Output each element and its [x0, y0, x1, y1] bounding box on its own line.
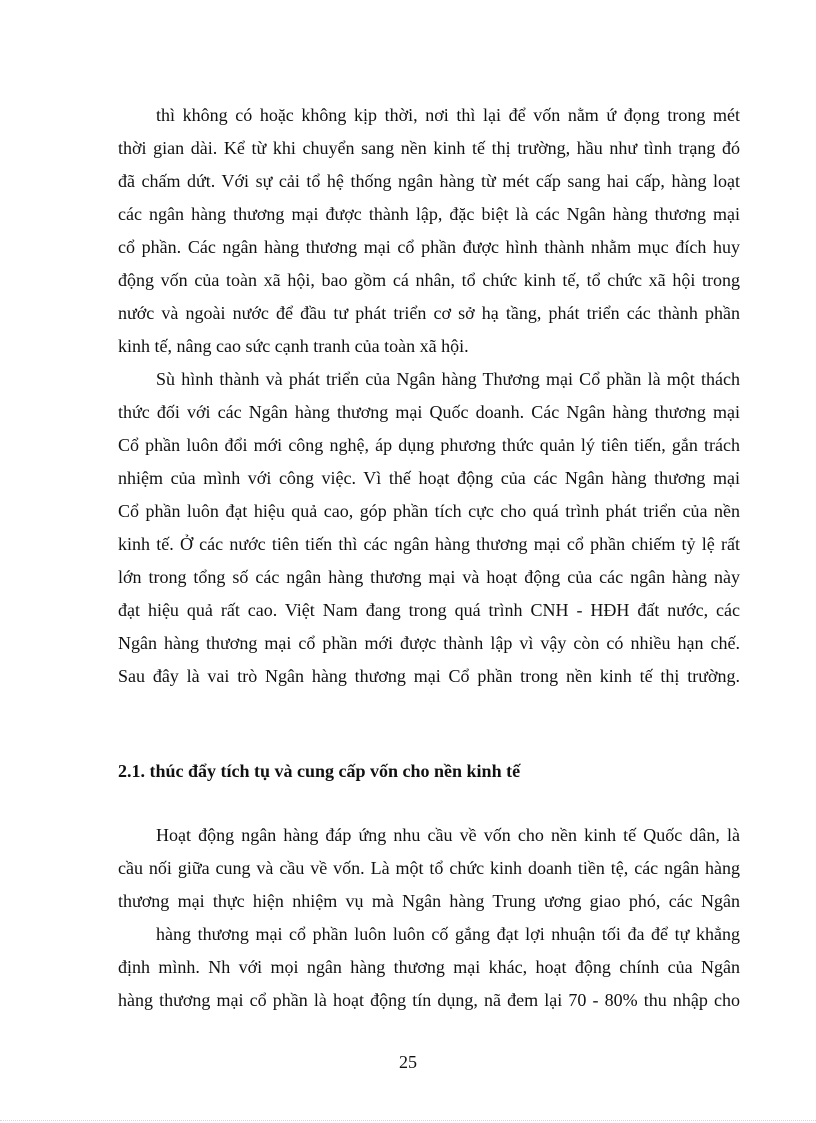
paragraph-2-line: nhiệm của mình với công việc. Vì thế hoạt động của các Ngân hàng thương mại — [118, 468, 740, 488]
paragraph-3-line: cầu nối giữa cung và cầu về vốn. Là một tổ chức kinh doanh tiền tệ, các ngân hàng — [118, 858, 740, 878]
paragraph-2-line: Cổ phần luôn đổi mới công nghệ, áp dụng phương thức quản lý tiên tiến, gắn trách — [118, 435, 740, 455]
paragraph-1-line: thì không có hoặc không kịp thời, nơi thì lại để vốn nằm ứ đọng trong mét — [156, 105, 740, 125]
paragraph-2-line: Sau đây là vai trò Ngân hàng thương mại Cổ phần trong nền kinh tế thị trường. — [118, 666, 740, 686]
page-number: 25 — [399, 1052, 417, 1072]
paragraph-1-line: thời gian dài. Kể từ khi chuyển sang nền kinh tế thị trường, hầu như tình trạng đó — [118, 138, 740, 158]
paragraph-2-line: Sù hình thành và phát triển của Ngân hàng Thương mại Cổ phần là một thách — [156, 369, 740, 389]
paragraph-2-line: thức đối với các Ngân hàng thương mại Quốc doanh. Các Ngân hàng thương mại — [118, 402, 740, 422]
paragraph-3-line: Hoạt động ngân hàng đáp ứng nhu cầu về vốn cho nền kinh tế Quốc dân, là — [156, 825, 740, 845]
paragraph-3-line: hàng thương mại cổ phần luôn luôn cố gắng đạt lợi nhuận tối đa để tự khẳng — [156, 924, 740, 944]
section-heading: 2.1. thúc đẩy tích tụ và cung cấp vốn cho nền kinh tế — [118, 761, 521, 781]
paragraph-1-line: các ngân hàng thương mại được thành lập, đặc biệt là các Ngân hàng thương mại — [118, 204, 740, 224]
paragraph-2-line: lớn trong tổng số các ngân hàng thương mại và hoạt động của các ngân hàng này — [118, 567, 740, 587]
paragraph-3-line: hàng thương mại cổ phần là hoạt động tín dụng, nã đem lại 70 - 80% thu nhập cho — [118, 990, 740, 1010]
paragraph-3-line: định mình. Nh với mọi ngân hàng thương mại khác, hoạt động chính của Ngân — [118, 957, 740, 977]
paragraph-2-line: đạt hiệu quả rất cao. Việt Nam đang trong quá trình CNH - HĐH đất nước, các — [118, 600, 740, 620]
paragraph-1-line: nước và ngoài nước để đầu tư phát triển cơ sở hạ tầng, phát triển các thành phần — [118, 303, 740, 323]
page-bottom-divider — [0, 1120, 816, 1121]
paragraph-1-line: động vốn của toàn xã hội, bao gồm cá nhân, tổ chức kinh tế, tổ chức xã hội trong — [118, 270, 740, 290]
paragraph-1-line: đã chấm dứt. Với sự cải tổ hệ thống ngân hàng từ mét cấp sang hai cấp, hàng loạt — [118, 171, 740, 191]
paragraph-3-line: thương mại thực hiện nhiệm vụ mà Ngân hàng Trung ương giao phó, các Ngân — [118, 891, 740, 911]
paragraph-1-line: cổ phần. Các ngân hàng thương mại cổ phần được hình thành nhằm mục đích huy — [118, 237, 740, 257]
paragraph-2-line: Ngân hàng thương mại cổ phần mới được thành lập vì vậy còn có nhiều hạn chế. — [118, 633, 740, 653]
paragraph-1-line: kinh tế, nâng cao sức cạnh tranh của toàn xã hội. — [118, 336, 469, 356]
paragraph-2-line: kinh tế. Ở các nước tiên tiến thì các ngân hàng thương mại cổ phần chiếm tỷ lệ rất — [118, 534, 740, 554]
paragraph-2-line: Cổ phần luôn đạt hiệu quả cao, góp phần tích cực cho quá trình phát triển của nền — [118, 501, 740, 521]
